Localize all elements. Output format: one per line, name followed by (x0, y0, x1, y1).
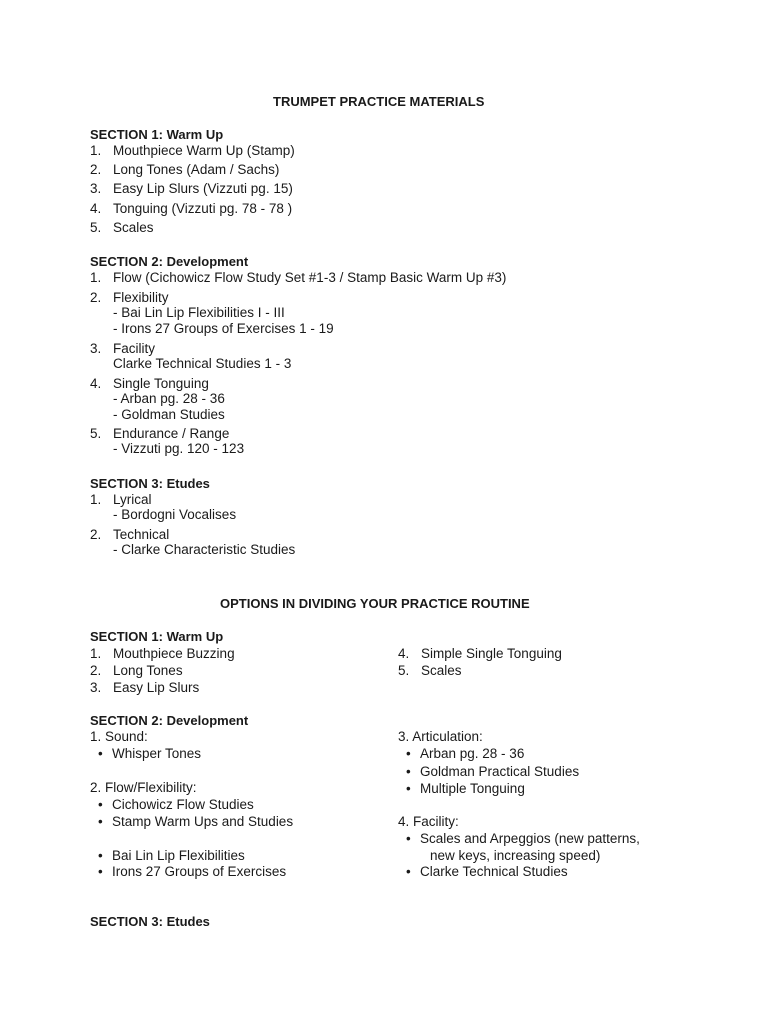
sub-item: - Arban pg. 28 - 36 (113, 391, 225, 406)
sub-item: - Goldman Studies (113, 407, 225, 422)
bullet-icon: • (406, 864, 411, 879)
sub-item: - Bordogni Vocalises (113, 507, 237, 522)
list-item: 4. Tonguing (Vizzuti pg. 78 - 78 ) (90, 201, 293, 216)
list-item: 3. Facility (90, 341, 156, 356)
bullet-item: • Multiple Tonguing (406, 781, 525, 796)
list-item: 3. Easy Lip Slurs (Vizzuti pg. 15) (90, 181, 293, 196)
list-item: 4. Simple Single Tonguing (398, 646, 562, 661)
list-item: 5. Scales (90, 220, 154, 235)
options-section1-heading: SECTION 1: Warm Up (90, 629, 224, 644)
bullet-item: • Arban pg. 28 - 36 (406, 746, 525, 761)
section2-heading: SECTION 2: Development (90, 254, 249, 269)
bullet-item: • Clarke Technical Studies (406, 864, 568, 879)
sub-item: - Clarke Characteristic Studies (113, 542, 296, 557)
bullet-icon: • (98, 814, 103, 829)
bullet-item: • Stamp Warm Ups and Studies (98, 814, 294, 829)
options-section2-heading: SECTION 2: Development (90, 713, 249, 728)
bullet-continuation: new keys, increasing speed) (430, 848, 601, 863)
bullet-icon: • (98, 848, 103, 863)
page-title: TRUMPET PRACTICE MATERIALS (273, 94, 485, 109)
list-item: 5. Scales (398, 663, 462, 678)
bullet-item: • Bai Lin Lip Flexibilities (98, 848, 245, 863)
list-item: 4. Single Tonguing (90, 376, 209, 391)
facility-label: 4. Facility: (398, 814, 459, 829)
sub-item: - Bai Lin Lip Flexibilities I - III (113, 305, 285, 320)
bullet-icon: • (406, 746, 411, 761)
bullet-item: • Irons 27 Groups of Exercises (98, 864, 287, 879)
bullet-icon: • (98, 864, 103, 879)
list-item: 1. Mouthpiece Buzzing (90, 646, 235, 661)
list-item: 2. Long Tones (90, 663, 183, 678)
flow-label: 2. Flow/Flexibility: (90, 780, 197, 795)
articulation-label: 3. Articulation: (398, 729, 483, 744)
list-item: 3. Easy Lip Slurs (90, 680, 200, 695)
bullet-icon: • (406, 764, 411, 779)
list-item: 1. Lyrical (90, 492, 152, 507)
list-item: 1. Mouthpiece Warm Up (Stamp) (90, 143, 295, 158)
list-item: 2. Long Tones (Adam / Sachs) (90, 162, 280, 177)
section3-heading: SECTION 3: Etudes (90, 476, 210, 491)
options-section3-heading: SECTION 3: Etudes (90, 914, 210, 929)
list-item: 1. Flow (Cichowicz Flow Study Set #1-3 / Stamp Basic Warm Up #3) (90, 270, 507, 285)
options-title: OPTIONS IN DIVIDING YOUR PRACTICE ROUTINE (220, 596, 530, 611)
bullet-icon: • (98, 797, 103, 812)
bullet-item: • Scales and Arpeggios (new patterns, (406, 831, 640, 846)
sub-item: - Irons 27 Groups of Exercises 1 - 19 (113, 321, 334, 336)
sound-label: 1. Sound: (90, 729, 148, 744)
list-item: 2. Flexibility (90, 290, 169, 305)
section1-heading: SECTION 1: Warm Up (90, 127, 224, 142)
list-item: 5. Endurance / Range (90, 426, 230, 441)
bullet-item: • Whisper Tones (98, 746, 202, 761)
sub-item: - Vizzuti pg. 120 - 123 (113, 441, 245, 456)
bullet-item: • Cichowicz Flow Studies (98, 797, 254, 812)
bullet-icon: • (98, 746, 103, 761)
list-item: 2. Technical (90, 527, 170, 542)
bullet-icon: • (406, 781, 411, 796)
bullet-icon: • (406, 831, 411, 846)
bullet-item: • Goldman Practical Studies (406, 764, 580, 779)
sub-item: Clarke Technical Studies 1 - 3 (113, 356, 292, 371)
